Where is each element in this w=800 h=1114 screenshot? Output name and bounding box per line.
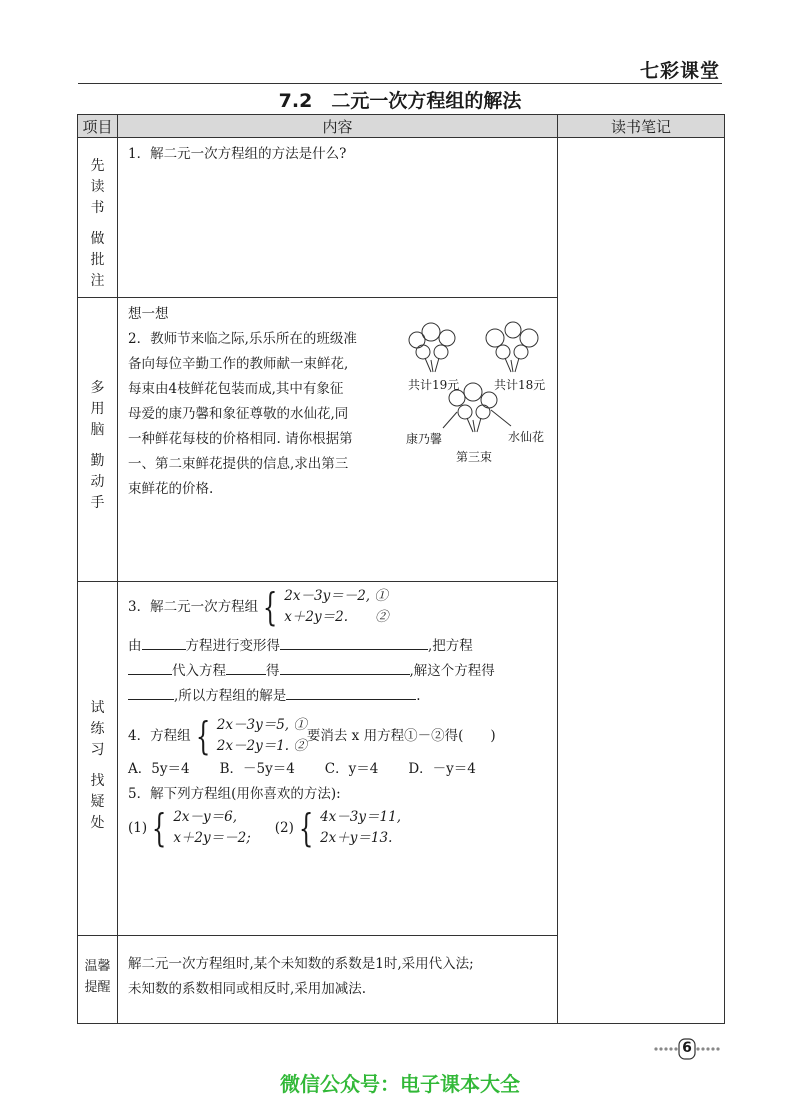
question-3: 3．解二元一次方程组 { 2x－3y＝－2, ① x＋2y＝2. ②: [128, 585, 389, 629]
footer-watermark: 微信公众号：电子课本大全: [280, 1072, 520, 1096]
row-label: 试 练 习 找 疑 处: [78, 582, 118, 936]
option-c[interactable]: C．y＝4: [324, 761, 379, 777]
page-number: 6: [682, 1040, 692, 1056]
answer-blank[interactable]: [128, 659, 172, 675]
question-1: 1．解二元一次方程组的方法是什么?: [128, 146, 347, 162]
answer-blank[interactable]: [286, 684, 416, 700]
table-header-row: [78, 115, 725, 138]
row-content: [118, 298, 558, 582]
figure-label-narcissus: 水仙花: [508, 430, 545, 444]
study-table: [77, 114, 725, 1024]
row-label: 多 用 脑 勤 动 手: [78, 298, 118, 582]
bouquet-2-icon: [486, 322, 538, 372]
header-notes: 读书笔记: [558, 115, 725, 138]
header-rule: [78, 83, 722, 84]
header-content: 内容: [118, 115, 558, 138]
tip-line: 未知数的系数相同或相反时,采用加减法.: [128, 981, 367, 997]
question-4-options: [128, 757, 549, 782]
answer-blank[interactable]: [280, 659, 410, 675]
figure-total-2: 共计18元: [494, 378, 546, 392]
figure-total-1: 共计19元: [408, 378, 460, 392]
bouquet-1-icon: [409, 323, 455, 372]
option-a[interactable]: A．5y＝4: [128, 761, 190, 777]
answer-blank[interactable]: [280, 634, 428, 650]
option-b[interactable]: B．－5y＝4: [219, 761, 295, 777]
question-2: 2．教师节来临之际,乐乐所在的班级准 备向每位辛勤工作的教师献一束鲜花, 每束由4枝鲜花包装而成,其中有象征 母爱的康乃馨和象征尊敬的水仙花,同 一种鲜花每枝的价格相同. 请你根据第 一、第二束鲜花提供的信息,求出第三 束鲜花的价格.: [128, 331, 357, 497]
question-5: 5．解下列方程组(用你喜欢的方法):: [128, 786, 341, 802]
question-4: 4．方程组 { 2x－3y＝5, ① 2x－2y＝1. ② 要消去 x 用方程①－②得( ): [128, 714, 496, 758]
answer-blank[interactable]: [142, 634, 186, 650]
row-label: 先 读 书 做 批 注: [78, 138, 118, 298]
notes-column[interactable]: [558, 138, 725, 1024]
figure-caption: 第三束: [456, 450, 493, 464]
row-content: [118, 138, 558, 298]
page-title: 7.2 二元一次方程组的解法: [278, 90, 522, 112]
row-content: [118, 936, 558, 1024]
answer-blank[interactable]: [128, 684, 174, 700]
tip-line: 解二元一次方程组时,某个未知数的系数是1时,采用代入法;: [128, 956, 474, 972]
think-heading: 想一想: [128, 306, 169, 322]
figure-label-carnation: 康乃馨: [406, 432, 443, 446]
page-number-badge: [650, 1037, 724, 1061]
answer-blank[interactable]: [226, 659, 266, 675]
table-row: [78, 138, 725, 298]
brand-logo: 七彩课堂: [639, 60, 720, 82]
row-label: 温馨 提醒: [78, 936, 118, 1024]
option-d[interactable]: D．－y＝4: [408, 761, 476, 777]
question-5-systems: (1) { 2x－y＝6, x＋2y＝－2; (2) { 4x－3y＝11, 2x＋y＝13.: [128, 806, 401, 850]
row-content: 3．解二元一次方程组 { 2x－3y＝－2, ① x＋2y＝2. ② 由 方程进行变形得 ,把方程 代入方程 得 ,解这个方程得 ,所以方程组的解是 . 4．方程组 { 2x－3y＝5, ① 2x－2y＝1. ② 要消去 x 用方程①－②得( ) A．5y＝4 B．－5y＝4 C．y＝4 D．－y＝4 5．解下列方程组(用你喜欢的方法): (1) { 2x－y＝6, x＋2y＝－2; (2) { 4x－3y＝11, 2x＋y＝13.: [118, 582, 558, 936]
header-item: 项目: [78, 115, 118, 138]
